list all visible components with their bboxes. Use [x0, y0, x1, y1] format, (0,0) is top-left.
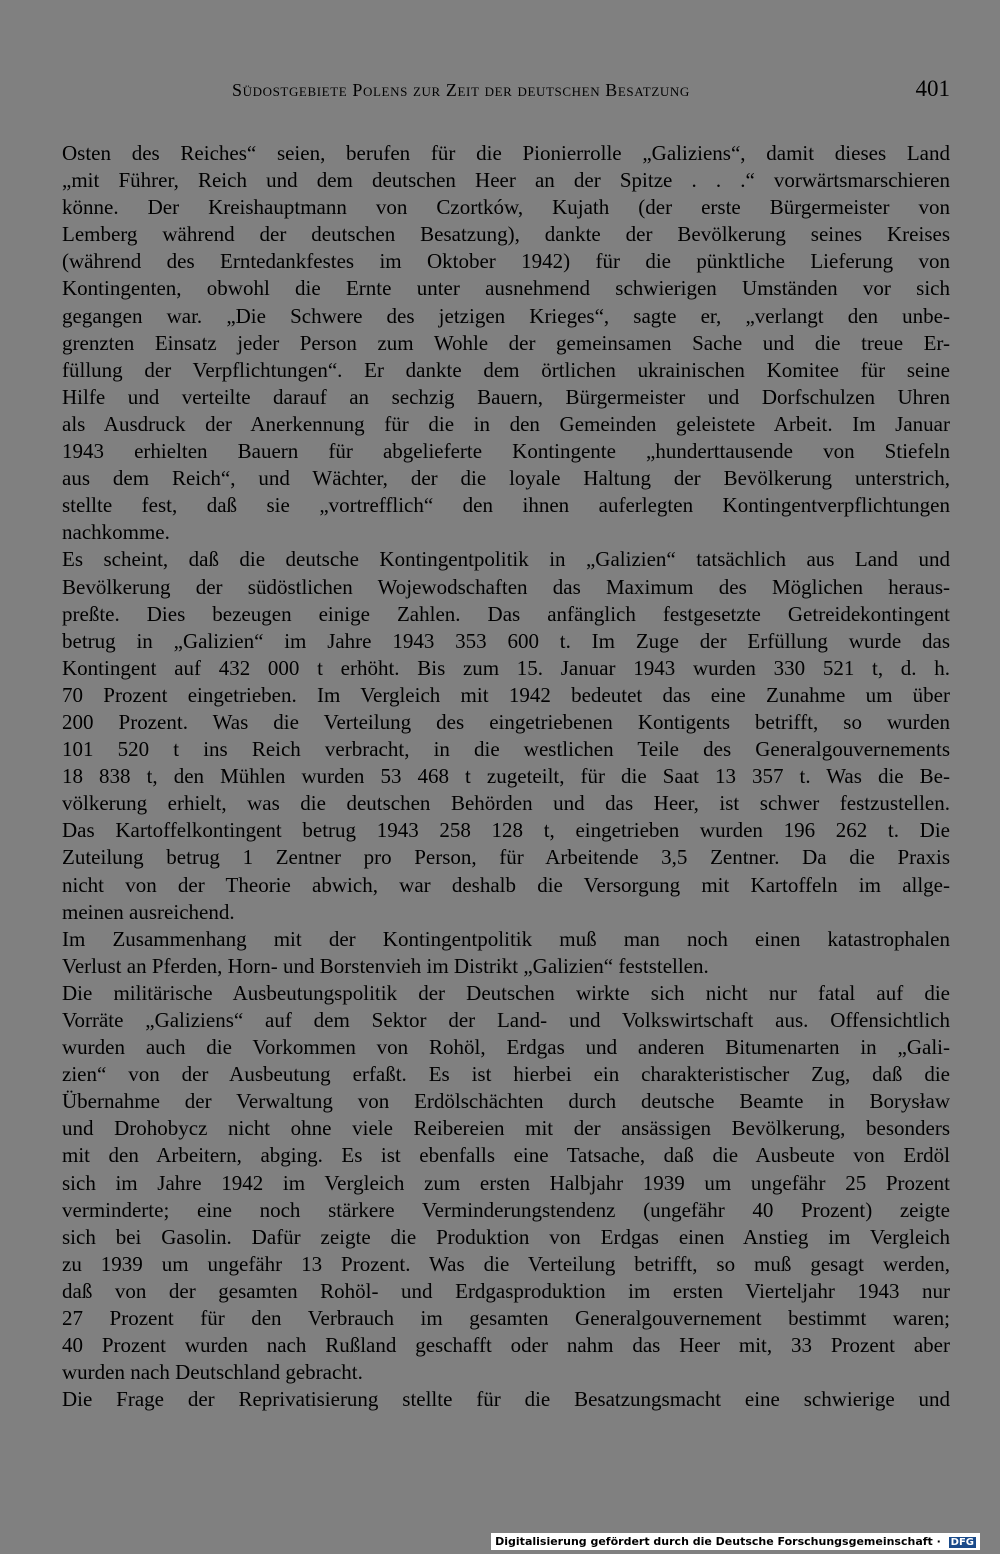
text-line: preßte. Dies bezeugen einige Zahlen. Das anfänglich festgesetzte Getreidekontingent	[62, 601, 950, 626]
text-line: meinen ausreichend.	[62, 899, 235, 924]
text-line: 70 Prozent eingetrieben. Im Vergleich mit 1942 bedeutet das eine Zunahme um über	[62, 682, 950, 707]
text-line: verminderte; eine noch stärkere Verminderungstendenz (ungefähr 40 Prozent) zeigte	[62, 1197, 950, 1222]
text-line: 40 Prozent wurden nach Rußland geschafft oder nahm das Heer mit, 33 Prozent aber	[62, 1333, 950, 1358]
text-line: gegangen war. „Die Schwere des jetzigen Krieges“, sagte er, „verlangt den unbe-	[62, 303, 950, 328]
text-line: Lemberg während der deutschen Besatzung), dankte der Bevölkerung seines Kreises	[62, 222, 950, 247]
text-line: zien“ von der Ausbeutung erfaßt. Es ist hierbei ein charakteristischer Zug, daß die	[62, 1062, 950, 1087]
text-line: (während des Erntedankfestes im Oktober 1942) für die pünktliche Lieferung von	[62, 249, 950, 274]
text-line: Kontingenten, obwohl die Ernte unter ausnehmend schwierigen Umständen vor sich	[62, 276, 950, 301]
text-line: völkerung erhielt, was die deutschen Behörden und das Heer, ist schwer festzustellen.	[62, 791, 950, 816]
text-line: als Ausdruck der Anerkennung für die in den Gemeinden geleistete Arbeit. Im Januar	[62, 411, 950, 436]
text-line: 27 Prozent für den Verbrauch im gesamten Generalgouvernement bestimmt waren;	[62, 1306, 950, 1331]
text-line: nicht von der Theorie abwich, war deshalb die Versorgung mit Kartoffeln im allge-	[62, 872, 950, 897]
paragraph	[62, 1386, 950, 1413]
text-line: wurden auch die Vorkommen von Rohöl, Erdgas und anderen Bitumenarten in „Gali-	[62, 1035, 950, 1060]
text-line: mit den Arbeitern, abging. Es ist ebenfalls eine Tatsache, daß die Ausbeute von Erdöl	[62, 1143, 950, 1168]
text-line: aus dem Reich“, und Wächter, der die loyale Haltung der Bevölkerung unterstrich,	[62, 466, 950, 491]
body-text	[62, 140, 950, 1413]
text-line: daß von der gesamten Rohöl- und Erdgasproduktion im ersten Vierteljahr 1943 nur	[62, 1278, 950, 1303]
paragraph	[62, 140, 950, 546]
text-line: nachkomme.	[62, 520, 170, 545]
text-line: Kontingent auf 432 000 t erhöht. Bis zum 15. Januar 1943 wurden 330 521 t, d. h.	[62, 655, 950, 680]
running-title: Südostgebiete Polens zur Zeit der deutschen Besatzung	[232, 80, 690, 100]
footer-credit-text: Digitalisierung gefördert durch die Deutsche Forschungsgemeinschaft ·	[495, 1535, 941, 1548]
text-line: könne. Der Kreishauptmann von Czortków, Kujath (der erste Bürgermeister von	[62, 195, 950, 220]
paragraph	[62, 546, 950, 925]
text-line: Hilfe und verteilte darauf an sechzig Bauern, Bürgermeister und Dorfschulzen Uhren	[62, 384, 950, 409]
text-line: Osten des Reiches“ seien, berufen für die Pionierrolle „Galiziens“, damit dieses Land	[62, 141, 950, 165]
text-line: Verlust an Pferden, Horn- und Borstenvieh im Distrikt „Galizien“ feststellen.	[62, 953, 709, 978]
text-line: sich im Jahre 1942 im Vergleich zum ersten Halbjahr 1939 um ungefähr 25 Prozent	[62, 1170, 950, 1195]
page-number: 401	[915, 76, 950, 101]
text-line: Zuteilung betrug 1 Zentner pro Person, für Arbeitende 3,5 Zentner. Da die Praxis	[62, 845, 950, 870]
text-line: Die militärische Ausbeutungspolitik der Deutschen wirkte sich nicht nur fatal auf die	[62, 980, 950, 1005]
text-line: Übernahme der Verwaltung von Erdölschächten durch deutsche Beamte in Borysław	[62, 1089, 950, 1114]
text-line: Es scheint, daß die deutsche Kontingentpolitik in „Galizien“ tatsächlich aus Land und	[62, 547, 950, 572]
text-line: wurden nach Deutschland gebracht.	[62, 1360, 363, 1385]
paragraph	[62, 980, 950, 1386]
text-line: 101 520 t ins Reich verbracht, in die westlichen Teile des Generalgouvernements	[62, 737, 950, 762]
text-line: füllung der Verpflichtungen“. Er dankte dem örtlichen ukrainischen Komitee für seine	[62, 357, 950, 382]
text-line: Vorräte „Galiziens“ auf dem Sektor der Land- und Volkswirtschaft aus. Offensichtlich	[62, 1008, 950, 1032]
text-line: grenzten Einsatz jeder Person zum Wohle der gemeinsamen Sache und die treue Er-	[62, 330, 950, 355]
footer-credit	[491, 1533, 980, 1550]
text-line: und Drohobycz nicht ohne viele Reibereien mit der ansässigen Bevölkerung, besonders	[62, 1116, 950, 1141]
text-line: zu 1939 um ungefähr 13 Prozent. Was die Verteilung betrifft, so muß gesagt werden,	[62, 1251, 950, 1276]
dfg-logo: DFG	[950, 1537, 974, 1548]
text-line: Bevölkerung der südöstlichen Wojewodschaften das Maximum des Möglichen heraus-	[62, 574, 950, 599]
text-line: betrug in „Galizien“ im Jahre 1943 353 600 t. Im Zuge der Erfüllung wurde das	[62, 628, 950, 653]
text-line: Die Frage der Reprivatisierung stellte für die Besatzungsmacht eine schwierige und	[62, 1387, 950, 1412]
text-line: 18 838 t, den Mühlen wurden 53 468 t zugeteilt, für die Saat 13 357 t. Was die Be-	[62, 764, 950, 789]
page-header	[62, 78, 950, 108]
text-line: sich bei Gasolin. Dafür zeigte die Produktion von Erdgas einen Anstieg im Vergleich	[62, 1224, 950, 1249]
text-line: stellte fest, daß sie „vortrefflich“ den ihnen auferlegten Kontingentverpflichtungen	[62, 493, 950, 518]
text-line: 1943 erhielten Bauern für abgelieferte Kontingente „hunderttausende von Stiefeln	[62, 439, 950, 464]
text-line: „mit Führer, Reich und dem deutschen Heer an der Spitze . . .“ vorwärtsmarschieren	[62, 168, 950, 193]
text-line: Das Kartoffelkontingent betrug 1943 258 128 t, eingetrieben wurden 196 262 t. Die	[62, 818, 950, 843]
text-line: 200 Prozent. Was die Verteilung des eingetriebenen Kontigents betrifft, so wurden	[62, 709, 950, 734]
paragraph	[62, 926, 950, 980]
text-line: Im Zusammenhang mit der Kontingentpolitik muß man noch einen katastrophalen	[62, 926, 950, 951]
